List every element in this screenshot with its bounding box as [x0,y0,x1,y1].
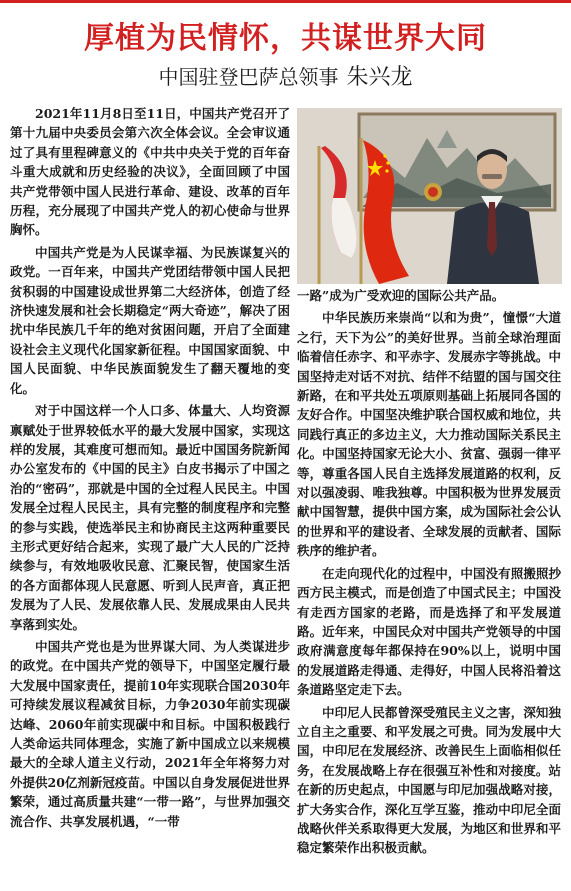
paragraph: 中国共产党也是为世界谋大同、为人类谋进步的政党。在中国共产党的领导下，中国坚定履行最大发展中国家责任，提前10年实现联合国2030年可持续发展议程减贫目标，力争2030年前实现碳达峰、2060年前实现碳中和目标。中国积极践行人类命运共同体理念，实施了新中国成立以来规模最大的全球人道主义行动，2021年全年将努力对外提供20亿剂新冠疫苗。中国以自身发展促进世界繁荣，通过高质量共建“一带一路”，与世界加强交流合作、共享发展机遇，“一带 [10,638,290,829]
paragraph: 对于中国这样一个人口多、体量大、人均资源禀赋处于世界较低水平的最大发展中国家，实现这样的发展，其难度可想而知。最近中国国务院新闻办公室发布的《中国的民主》白皮书揭示了中国之治的“密码”，那就是中国的全过程人民民主。中国发展全过程人民民主，具有完整的制度程序和完整的参与实践，使选举民主和协商民主这两种重要民主形式更好结合起来，实现了最广大人民的广泛持续参与，有效地吸收民意、汇聚民智，使国家生活的各方面都体现人民意愿、听到人民声音，真正把发展为了人民、发展依靠人民、发展成果由人民共享落到实处。 [10,403,290,632]
top-rule [0,0,571,3]
paragraph: 中华民族历来崇尚“以和为贵”，憧憬“大道之行，天下为公”的美好世界。当前全球治理面临着信任赤字、和平赤字、发展赤字等挑战。中国坚持走对话不对抗、结伴不结盟的国与国交往新路，在和平共处五项原则基础上拓展同各国的友好合作。中国坚决维护联合国权威和地位，共同践行真正的多边主义，大力推动国际关系民主化。中国坚持国家无论大小、贫富、强弱一律平等，尊重各国人民自主选择发展道路的权利，反对以强凌弱、唯我独尊。中国积极为世界发展贡献中国智慧，提供中国方案，成为国际社会公认的世界和平的建设者、全球发展的贡献者、国际秩序的维护者。 [297,310,561,559]
paragraph: 中印尼人民都曾深受殖民主义之害，深知独立自主之重要、和平发展之可贵。同为发展中大国，中印尼在发展经济、改善民生上面临相似任务，在发展战略上存在很强互补性和对接度。站在新的历史起点，中国愿与印尼加强战略对接，扩大务实合作，深化互学互鉴，推动中印尼全面战略伙伴关系取得更大发展，为地区和世界和平稳定繁荣作出积极贡献。 [297,704,561,856]
byline [0,62,571,93]
paragraph: 一路”成为广受欢迎的国际公共产品。 [297,288,505,303]
right-column [297,286,561,886]
byline-name: 朱兴龙 [346,65,413,90]
byline-role: 中国驻登巴萨总领事 [158,65,339,89]
paragraph: 2021年11月8日至11日，中国共产党召开了第十九届中央委员会第六次全体会议。全会审议通过了具有里程碑意义的《中共中央关于党的百年奋斗重大成就和历史经验的决议》，全面回顾了中国共产党带领中国人民进行革命、建设、改革的百年历程，充分展现了中国共产党人的初心使命与世界胸怀。 [10,106,290,238]
paragraph: 中国共产党是为人民谋幸福、为民族谋复兴的政党。一百年来，中国共产党团结带领中国人民把贫积弱的中国建设成世界第二大经济体，创造了经济快速发展和社会长期稳定“两大奇迹”，解决了困扰中华民族几千年的绝对贫困问题，开启了全面建设社会主义现代化国家新征程。中国国家面貌、中国人民面貌、中华民族面貌发生了翻天覆地的变化。 [10,244,290,396]
left-column [10,104,290,886]
article-headline: 厚植为民情怀，共谋世界大同 [84,21,487,56]
paragraph: 在走向现代化的过程中，中国没有照搬照抄西方民主模式，而是创造了中国式民主；中国没有走西方国家的老路，而是选择了和平发展道路。近年来，中国民众对中国共产党领导的中国政府满意度每年都保持在90%以上，说明中国的发展道路走得通、走得好，中国人民将沿着这条道路坚定走下去。 [297,565,561,698]
portrait-photo [297,108,562,284]
